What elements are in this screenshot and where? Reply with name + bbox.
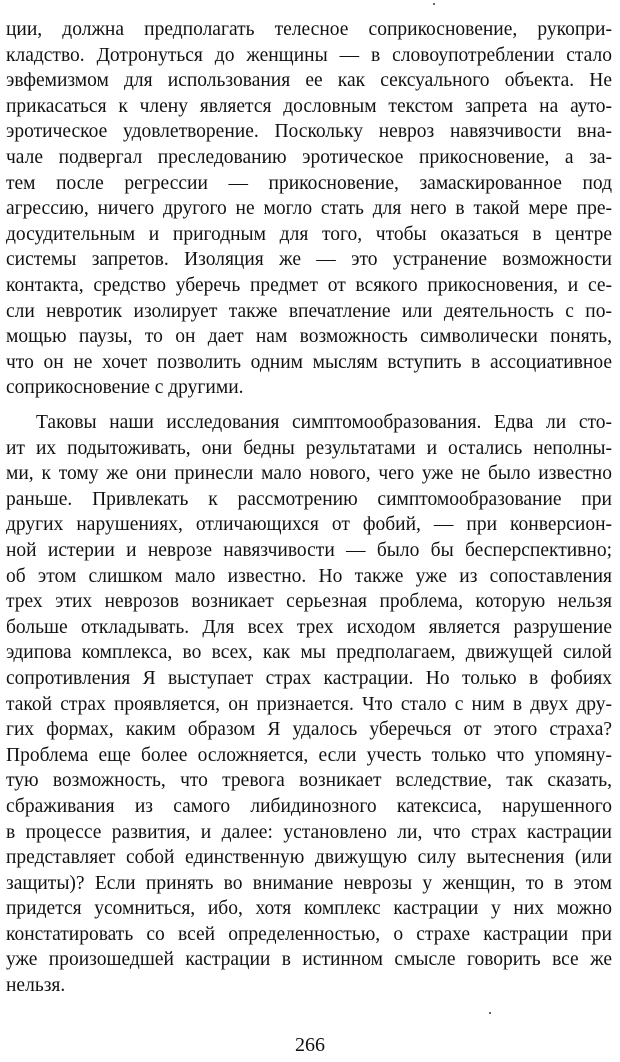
text-line: кладство. Дотронуться до женщины — в словоупотреблении стало [6, 44, 612, 66]
text-line: эдипова комплекса, во всех, как мы предполагаем, движущей силой [6, 642, 612, 664]
text-line: тем после регрессии — прикосновение, замаскированное под [6, 172, 612, 194]
text-line: ит их подытоживать, они бедны результатами и остались неполны- [6, 437, 612, 459]
text-line: сбраживания из самого либидинозного катексиса, нарушенного [6, 795, 612, 817]
text-line: гих формах, каким образом Я удалось уберечься от этого страха? [6, 719, 612, 741]
text-line: что он не хочет позволить одним мыслям вступить в ассоциативное [6, 351, 612, 373]
text-line: эвфемизмом для использования ее как сексуального объекта. Не [6, 70, 612, 92]
text-line: раньше. Привлекать к рассмотрению симптомообразование при [6, 488, 612, 510]
text-line: об этом слишком мало известно. Но также уже из сопоставления [6, 565, 612, 587]
text-line: Таковы наши исследования симптомообразования. Едва ли сто- [36, 412, 612, 433]
text-line: чале подвергал преследованию эротическое прикосновение, а за- [6, 146, 612, 168]
text-line: тую возможность, что тревога возникает вследствие, так сказать, [6, 770, 612, 792]
text-line: сли невротик изолирует также впечатление или деятельность с по- [6, 300, 612, 322]
text-line: в процессе развития, и далее: установлено ли, что страх кастрации [6, 821, 612, 843]
text-line: соприкосновение с другими. [6, 377, 244, 399]
paragraph-2 [6, 410, 612, 999]
text-line: других нарушениях, отличающихся от фобий, — при конверсион- [6, 514, 612, 536]
text-line: контакта, средство уберечь предмет от всякого прикосновения, и се- [6, 274, 612, 296]
text-line: ной истерии и неврозе навязчивости — было бы бесперспективно; [6, 539, 612, 561]
text-line: констатировать со всей определенностью, о страхе кастрации при [6, 923, 612, 945]
text-line: защиты)? Если принять во внимание неврозы у женщин, то в этом [6, 872, 612, 894]
text-line: системы запретов. Изоляция же — это устранение возможности [6, 249, 612, 271]
text-line: больше откладывать. Для всех трех исходом является разрушение [6, 616, 612, 638]
text-line: трех этих неврозов возникает серьезная проблема, которую нельзя [6, 591, 612, 613]
text-line: досудительным и пригодным для того, чтобы оказаться в центре [6, 223, 612, 245]
text-line: эротическое удовлетворение. Поскольку невроз навязчивости вна- [6, 121, 612, 143]
text-line: ми, к тому же они принесли мало нового, чего уже не было известно [6, 463, 612, 485]
text-line: придется усомниться, ибо, хотя комплекс кастрации у них можно [6, 898, 612, 920]
text-line: уже произошедшей кастрации в истинном смысле говорить все же [6, 949, 612, 971]
text-line: агрессию, ничего другого не могло стать для него в такой мере пре- [6, 198, 612, 220]
scan-speck [433, 3, 435, 5]
text-line: прикасаться к члену является дословным текстом запрета на ауто- [6, 95, 612, 117]
text-line: нельзя. [6, 975, 66, 997]
paragraph-1 [6, 17, 612, 401]
text-line: Проблема еще более осложняется, если учесть только что упомяну- [6, 744, 612, 766]
text-line: ции, должна предполагать телесное соприкосновение, рукопри- [6, 19, 612, 40]
text-line: такой страх проявляется, он признается. Что стало с ним в двух дру- [6, 693, 612, 715]
page-number: 266 [295, 1034, 325, 1056]
text-line: мощью паузы, то он дает нам возможность символически понять, [6, 326, 612, 348]
text-line: сопротивления Я выступает страх кастрации. Но только в фобиях [6, 667, 612, 689]
text-line: представляет собой единственную движущую силу вытеснения (или [6, 847, 612, 869]
scan-speck [489, 1012, 491, 1014]
